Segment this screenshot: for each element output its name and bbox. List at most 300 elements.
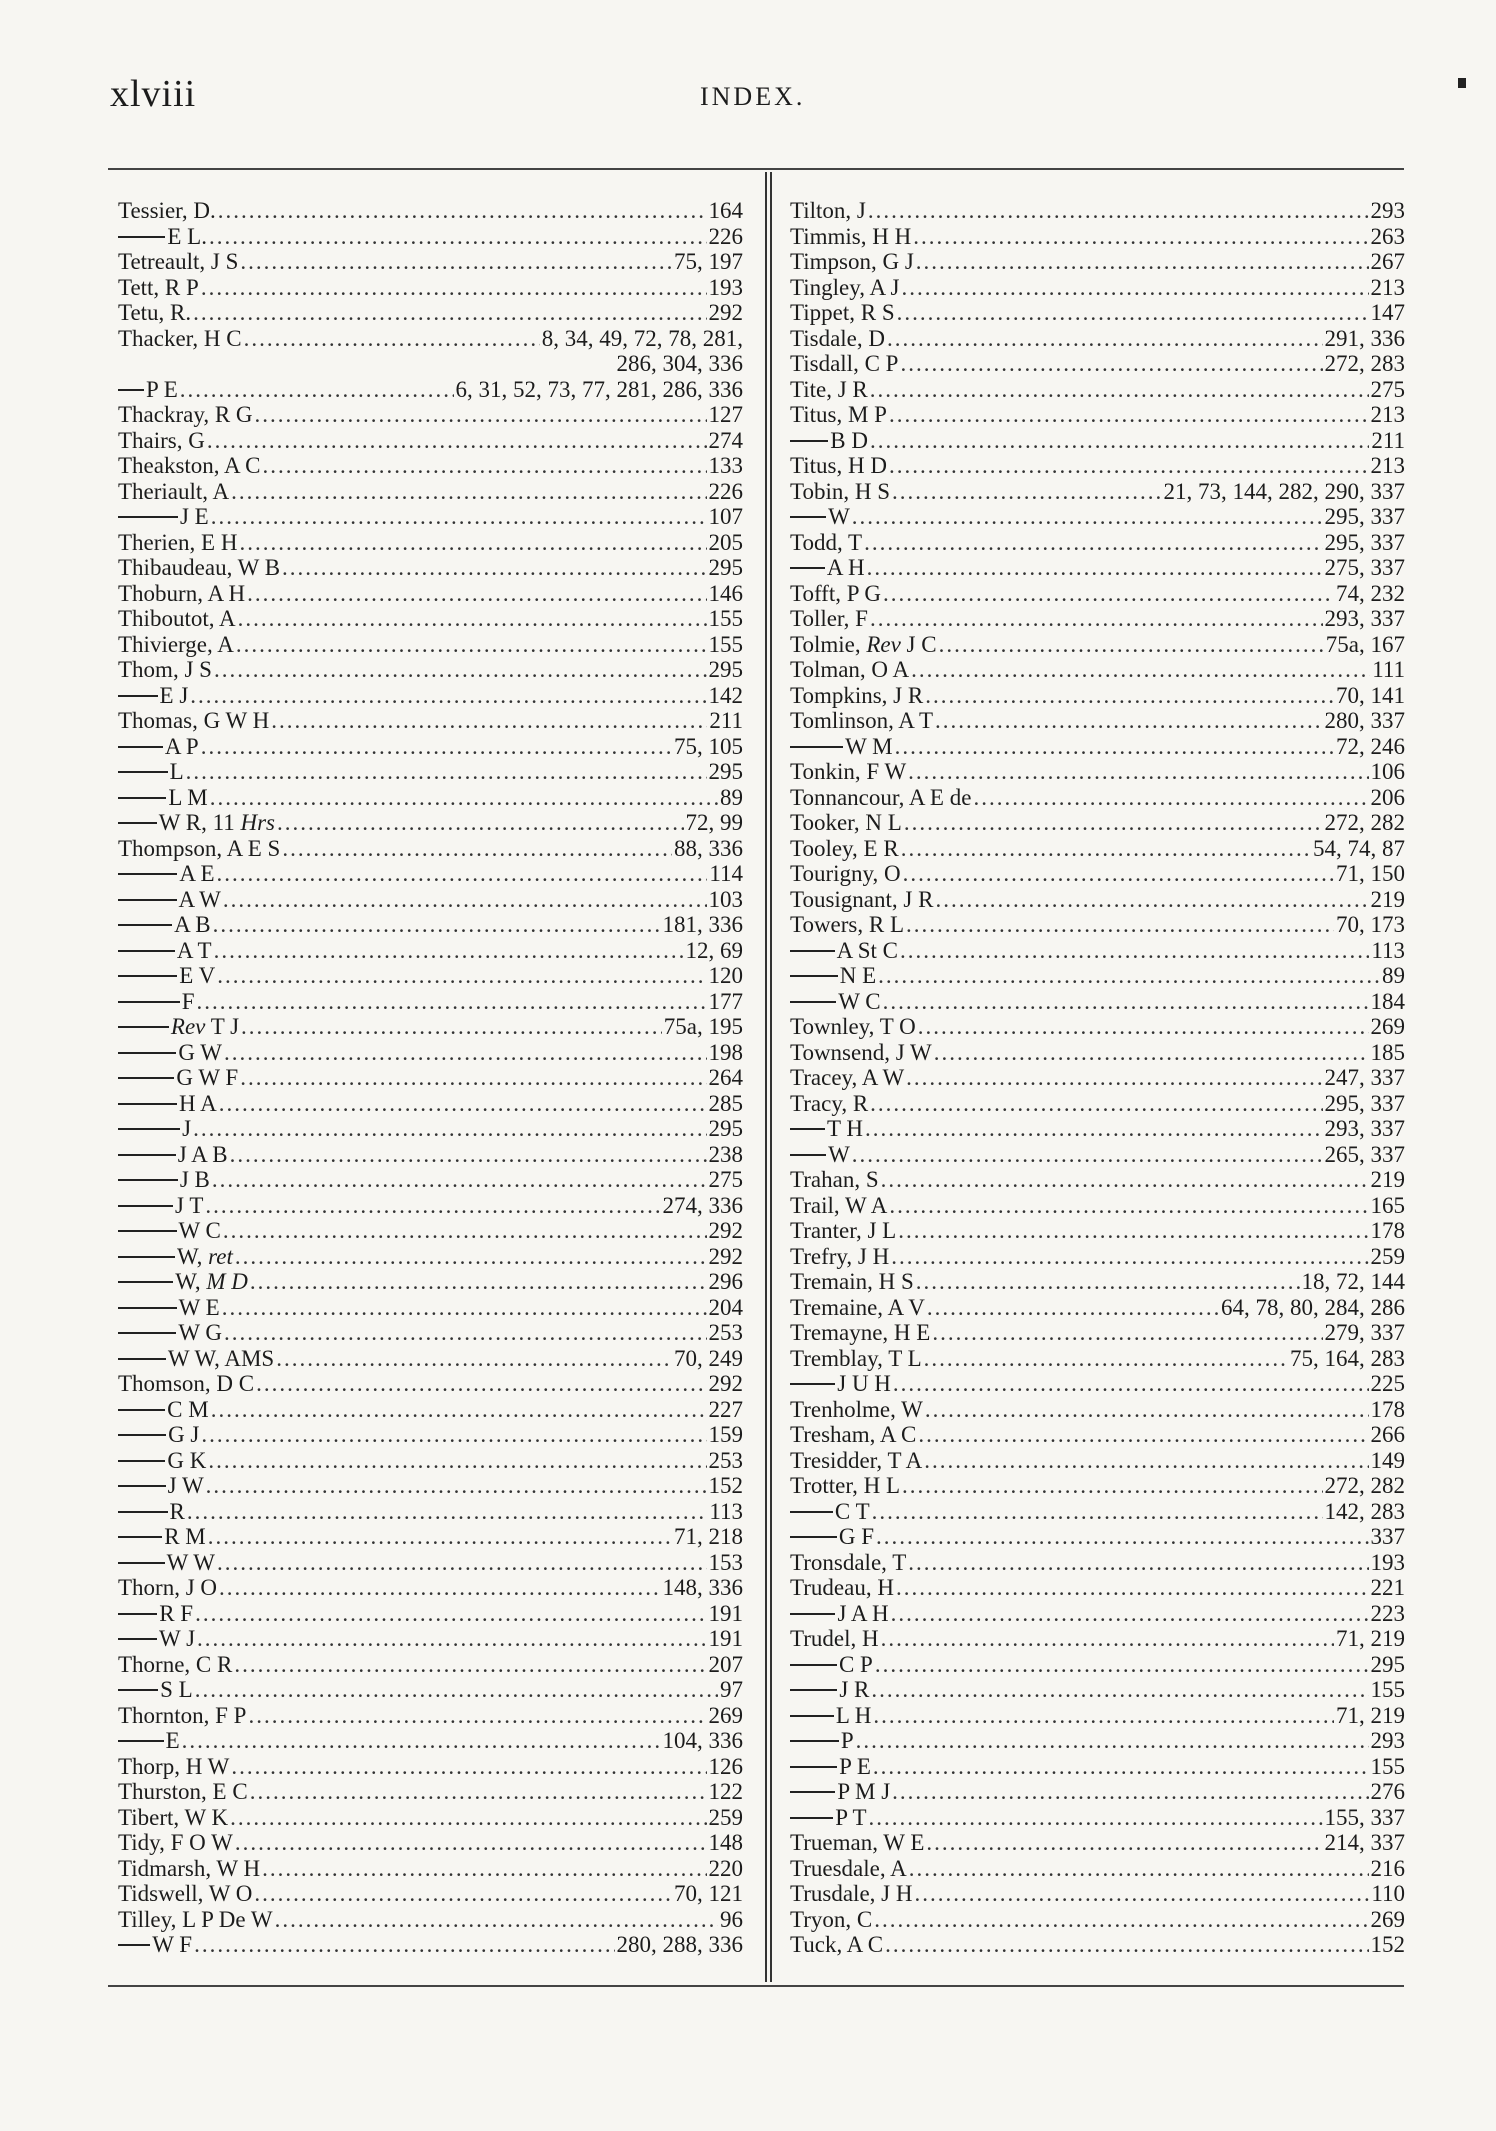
ditto-dash (118, 1613, 157, 1615)
index-entry (118, 938, 743, 964)
entry-name: Townley, T O (790, 1014, 916, 1039)
leader-dots (240, 249, 672, 275)
leader-dots (924, 1448, 1368, 1474)
ditto-dash (118, 1052, 176, 1054)
entry-name: Tremain, H S (790, 1269, 914, 1294)
entry-name: Tremblay, T L (790, 1345, 922, 1371)
ditto-dash (118, 1944, 150, 1946)
leader-dots (234, 1652, 706, 1678)
index-entry (790, 606, 1405, 632)
leader-dots (205, 1193, 660, 1219)
ditto-dash (118, 695, 158, 697)
page-references: 225 (1370, 1371, 1405, 1396)
leader-dots (235, 1830, 707, 1856)
leader-dots (891, 1601, 1369, 1627)
page-references: 213 (1370, 274, 1405, 300)
leader-dots (186, 759, 707, 785)
index-entry (790, 1014, 1405, 1040)
index-entry (790, 1932, 1405, 1958)
leader-dots (218, 198, 707, 224)
leader-dots (282, 555, 706, 581)
index-entry (118, 275, 743, 301)
ditto-dash (118, 1536, 162, 1538)
index-entry (790, 1320, 1405, 1346)
leader-dots (906, 1065, 1322, 1091)
index-entry (790, 1881, 1405, 1907)
index-entry (790, 1728, 1405, 1754)
leader-dots (223, 887, 707, 913)
ditto-dash (790, 1383, 835, 1385)
leader-dots (891, 1244, 1368, 1270)
leader-dots (924, 1346, 1288, 1372)
entry-name: Tourigny, O (790, 861, 901, 886)
index-entry (118, 249, 743, 275)
leader-dots (876, 1524, 1368, 1550)
entry-name: P E (839, 1753, 871, 1779)
leader-dots (210, 785, 718, 811)
page-references: 220 (708, 1855, 743, 1881)
leader-dots (870, 428, 1369, 454)
index-entry (118, 785, 743, 811)
entry-name: Rev T J (170, 1014, 240, 1039)
index-entry (118, 632, 743, 658)
ditto-dash (118, 1281, 173, 1283)
ditto-dash (790, 950, 835, 952)
leader-dots (276, 1346, 672, 1372)
leader-dots (883, 989, 1369, 1015)
entry-name: P M J (837, 1779, 891, 1804)
entry-name: Therien, E H (118, 529, 238, 555)
index-entry (118, 453, 743, 479)
leader-dots (870, 606, 1323, 632)
page-references: 275, 337 (1324, 555, 1405, 580)
page-references: 285 (708, 1090, 743, 1116)
index-entry (118, 1754, 743, 1780)
page-references: 8, 34, 49, 72, 78, 281, (541, 325, 743, 351)
index-entry (790, 708, 1405, 734)
entry-name: Thorne, C R (118, 1651, 233, 1677)
entry-name: Thom, J S (118, 657, 212, 682)
leader-dots (927, 1295, 1219, 1321)
index-entry (118, 1677, 743, 1703)
ditto-dash (118, 1740, 164, 1742)
index-entry (118, 1371, 743, 1397)
entry-name: J A H (837, 1600, 889, 1626)
leader-dots (206, 1473, 707, 1499)
page-references: 269 (1370, 1014, 1405, 1039)
index-entry (118, 963, 743, 989)
leader-dots (892, 1779, 1368, 1805)
leader-dots (250, 1779, 707, 1805)
entry-name: G J (168, 1422, 200, 1447)
leader-dots (925, 683, 1334, 709)
leader-dots (256, 1371, 706, 1397)
page-references: 185 (1370, 1039, 1405, 1065)
leader-dots (935, 708, 1322, 734)
page-references: 18, 72, 144 (1301, 1269, 1405, 1294)
leader-dots (275, 1907, 718, 1933)
index-entry (118, 1473, 743, 1499)
ditto-dash (118, 975, 177, 977)
index-entry (790, 581, 1405, 607)
entry-name: G K (167, 1447, 207, 1473)
page-references: 296 (708, 1269, 743, 1294)
page-references: 133 (708, 453, 743, 478)
index-entry (118, 428, 743, 454)
page-references: 155 (708, 631, 743, 657)
page-references: 293, 337 (1324, 1116, 1405, 1141)
entry-name: Trueman, W E (790, 1830, 925, 1855)
ditto-dash (118, 746, 163, 748)
entry-name: J U H (837, 1371, 891, 1396)
entry-name: Tonnancour, A E de (790, 784, 972, 810)
index-entry (790, 1601, 1405, 1627)
entry-name: Thoburn, A H (118, 580, 246, 606)
index-entry (790, 479, 1405, 505)
ditto-dash (118, 822, 157, 824)
page-references: 259 (708, 1804, 743, 1830)
index-entry (118, 1907, 743, 1933)
page-references: 71, 218 (674, 1524, 743, 1549)
index-entry (118, 479, 743, 505)
leader-dots (900, 938, 1369, 964)
index-entry (790, 887, 1405, 913)
index-entry (118, 810, 743, 836)
leader-dots (902, 1473, 1322, 1499)
leader-dots (934, 1040, 1369, 1066)
ditto-dash (118, 1205, 173, 1207)
index-entry (118, 1575, 743, 1601)
page-references: 155, 337 (1324, 1804, 1405, 1830)
entry-name: Trusdale, J H (790, 1881, 913, 1906)
entry-name: W (828, 1141, 850, 1167)
page-references: 70, 173 (1336, 912, 1405, 937)
leader-dots (217, 963, 706, 989)
ditto-dash (790, 1766, 837, 1768)
index-entry (790, 1116, 1405, 1142)
page-references: 70, 249 (674, 1345, 743, 1371)
page-references: 295, 337 (1324, 1090, 1405, 1116)
leader-dots (885, 1932, 1368, 1958)
leader-dots (902, 275, 1369, 301)
index-entry (118, 1167, 743, 1193)
ditto-dash (118, 1358, 166, 1360)
index-entry (790, 683, 1405, 709)
page-references: 75, 105 (674, 733, 743, 759)
leader-dots (255, 402, 707, 428)
page-references: 292 (708, 300, 743, 325)
page-references: 216 (1370, 1855, 1405, 1881)
page-references: 89 (720, 784, 743, 810)
leader-dots (236, 632, 707, 658)
leader-dots (194, 1932, 614, 1958)
leader-dots (913, 224, 1368, 250)
leader-dots (271, 708, 707, 734)
page-references: 295 (708, 1116, 743, 1141)
index-entry (118, 836, 743, 862)
page-references: 211 (709, 708, 743, 733)
index-entry (790, 1805, 1405, 1831)
entry-name: R (169, 1498, 185, 1524)
page-references: 178 (1370, 1218, 1405, 1243)
page-references: 110 (1371, 1881, 1405, 1906)
entry-name: W J (159, 1626, 196, 1651)
leader-dots (282, 836, 672, 862)
entry-name: Tompkins, J R (790, 682, 924, 708)
leader-dots (209, 224, 707, 250)
page-references: 293, 337 (1324, 606, 1405, 631)
entry-name: Thacker, H C (118, 325, 242, 351)
index-entry (790, 912, 1405, 938)
leader-dots (230, 1142, 707, 1168)
entry-name: Tracey, A W (790, 1065, 905, 1090)
entry-name: Tofft, P G (790, 580, 882, 606)
entry-name: Tuck, A C (790, 1932, 884, 1957)
entry-name: Trail, W A (790, 1192, 888, 1218)
index-entry (118, 1320, 743, 1346)
page-references: 295, 337 (1324, 529, 1405, 555)
leader-dots (856, 1728, 1369, 1754)
entry-name: S L (160, 1677, 193, 1702)
page-references: 269 (1370, 1906, 1405, 1932)
entry-name: G F (838, 1524, 875, 1549)
page-references: 153 (708, 1549, 743, 1575)
leader-dots (873, 1703, 1334, 1729)
index-entry (790, 326, 1405, 352)
index-entry (118, 1728, 743, 1754)
ditto-dash (118, 1485, 166, 1487)
index-entry (118, 683, 743, 709)
leader-dots (212, 1167, 707, 1193)
index-entry (790, 555, 1405, 581)
entry-name: L H (835, 1702, 872, 1728)
index-entry (118, 1448, 743, 1474)
index-entry (118, 530, 743, 556)
index-entry (790, 1065, 1405, 1091)
page-references: 71, 150 (1336, 861, 1405, 886)
page-references: 148 (708, 1830, 743, 1855)
index-entry (790, 1091, 1405, 1117)
entry-name: Tobin, H S (790, 478, 890, 504)
leader-dots (201, 1422, 706, 1448)
index-entry (790, 1550, 1405, 1576)
ditto-dash (118, 1154, 176, 1156)
page-references: 221 (1370, 1575, 1405, 1600)
leader-dots (892, 479, 1162, 505)
index-entry (118, 1626, 743, 1652)
page-title: INDEX. (700, 82, 806, 111)
page-references: 337 (1370, 1524, 1405, 1549)
ditto-dash (790, 1613, 835, 1615)
entry-name: W R, 11 Hrs (158, 810, 275, 835)
ditto-dash (118, 1077, 174, 1079)
page-references: 148, 336 (662, 1575, 743, 1600)
entry-name: Townsend, J W (790, 1039, 932, 1065)
entry-name: R M (164, 1524, 206, 1549)
leader-dots (881, 1167, 1369, 1193)
index-entry (118, 1805, 743, 1831)
leader-dots (939, 632, 1324, 658)
entry-name: W, ret (177, 1243, 233, 1269)
page-references: 295 (708, 657, 743, 682)
entry-name: Theakston, A C (118, 453, 261, 478)
page-references: 126 (708, 1753, 743, 1779)
leader-dots (935, 887, 1368, 913)
leader-dots (904, 810, 1323, 836)
leader-dots (896, 1575, 1369, 1601)
ditto-dash (118, 1307, 177, 1309)
leader-dots (918, 1014, 1369, 1040)
leader-dots (180, 377, 454, 403)
index-entry (790, 1269, 1405, 1295)
index-entry (118, 1065, 743, 1091)
entry-name: Tilley, L P De W (118, 1906, 273, 1932)
index-entry (790, 1167, 1405, 1193)
leader-dots (211, 1397, 707, 1423)
page-references: 155 (1370, 1677, 1405, 1702)
ditto-dash (118, 1638, 157, 1640)
entry-name: Tolman, O A (790, 657, 910, 682)
index-entry (790, 1703, 1405, 1729)
page-references: 178 (1370, 1396, 1405, 1422)
leader-dots (230, 1805, 706, 1831)
index-entry (118, 1014, 743, 1040)
leader-dots (244, 326, 540, 352)
page-references: 181, 336 (662, 912, 743, 937)
index-entry (790, 1575, 1405, 1601)
top-rule (108, 168, 1404, 170)
leader-dots (893, 1371, 1369, 1397)
entry-name: Tresham, A C (790, 1422, 917, 1447)
leader-dots (973, 785, 1368, 811)
index-entry (118, 1779, 743, 1805)
leader-dots (872, 1499, 1323, 1525)
index-entry (790, 734, 1405, 760)
page-references: 226 (708, 223, 743, 249)
entry-name: A H (826, 555, 865, 580)
index-entry (790, 1346, 1405, 1372)
entry-name: Tilton, J (790, 198, 866, 223)
page-references: 286, 304, 336 (616, 351, 743, 376)
ditto-dash (118, 1409, 165, 1411)
column-divider (765, 172, 772, 1982)
entry-name: Trudel, H (790, 1626, 879, 1651)
page-references: 71, 219 (1336, 1626, 1405, 1651)
page-references: 211 (1371, 427, 1405, 453)
index-entry (118, 708, 743, 734)
ditto-dash (790, 746, 843, 748)
index-entry (790, 861, 1405, 887)
ditto-dash (790, 1689, 837, 1691)
leader-dots (900, 351, 1322, 377)
page-references: 295 (708, 759, 743, 784)
index-entry (118, 912, 743, 938)
page-references: 103 (708, 886, 743, 912)
entry-name: W (828, 504, 850, 529)
index-entry (790, 1677, 1405, 1703)
leader-dots (240, 1065, 706, 1091)
index-entry (790, 1295, 1405, 1321)
entry-name: Tite, J R (790, 376, 868, 402)
entry-name: W C (838, 988, 881, 1014)
page-references: 107 (708, 504, 743, 529)
leader-dots (918, 1422, 1368, 1448)
leader-dots (235, 1244, 707, 1270)
entry-name: W C (178, 1218, 221, 1243)
page-references: 96 (720, 1906, 743, 1932)
entry-name: Tronsdale, T (790, 1549, 907, 1575)
entry-name: Tresidder, T A (790, 1447, 923, 1473)
leader-dots (182, 1728, 661, 1754)
ditto-dash (790, 1001, 836, 1003)
ditto-dash (118, 236, 165, 238)
page-references: 272, 282 (1324, 1473, 1405, 1498)
leader-dots (889, 1193, 1368, 1219)
page-references: 274, 336 (662, 1192, 743, 1218)
leader-dots (926, 1830, 1322, 1856)
index-entry (118, 1244, 743, 1270)
leader-dots (193, 1116, 706, 1142)
entry-name: A E (179, 861, 215, 886)
index-entry (790, 275, 1405, 301)
page-references: 142 (708, 682, 743, 708)
index-entry (118, 861, 743, 887)
page-references: 104, 336 (662, 1728, 743, 1753)
page-references: 219 (1370, 886, 1405, 912)
page-references: 265, 337 (1324, 1141, 1405, 1167)
entry-name: Thornton, F P (118, 1702, 247, 1728)
index-entry (118, 1142, 743, 1168)
index-entry (118, 1397, 743, 1423)
bottom-rule (108, 1985, 1404, 1987)
leader-dots (852, 504, 1323, 530)
page-references: 269 (708, 1702, 743, 1728)
index-entry (790, 963, 1405, 989)
page-references: 113 (709, 1498, 743, 1524)
entry-name: E (165, 1728, 180, 1753)
index-entry (118, 1652, 743, 1678)
entry-name: Tessier, D. (118, 198, 216, 223)
index-entry (790, 836, 1405, 862)
page-references: 291, 336 (1324, 325, 1405, 351)
leader-dots (870, 1091, 1322, 1117)
entry-name: Towers, R L (790, 912, 905, 937)
page-references: 272, 282 (1324, 810, 1405, 835)
page-references: 111 (1372, 657, 1405, 682)
leader-dots (873, 1754, 1369, 1780)
page-references: 193 (1370, 1549, 1405, 1575)
page-references: 164 (708, 198, 743, 223)
entry-name: Tranter, J L (790, 1218, 897, 1243)
ditto-dash (790, 440, 828, 442)
page-references: 280, 288, 336 (616, 1932, 743, 1957)
index-entry (118, 1856, 743, 1882)
leader-dots (208, 1524, 672, 1550)
leader-dots (224, 1320, 706, 1346)
entry-name: Tremayne, H E (790, 1320, 931, 1345)
leader-dots (217, 1550, 707, 1576)
page-references: 276 (1370, 1779, 1405, 1804)
entry-name: Todd, T (790, 529, 863, 555)
index-entry (118, 657, 743, 683)
leader-dots (906, 912, 1334, 938)
index-entry (790, 504, 1405, 530)
page-references: 6, 31, 52, 73, 77, 281, 286, 336 (455, 376, 743, 402)
page-references: 184 (1370, 988, 1405, 1014)
page-references: 152 (708, 1473, 743, 1498)
index-entry (790, 198, 1405, 224)
page-references: 206 (1370, 784, 1405, 810)
